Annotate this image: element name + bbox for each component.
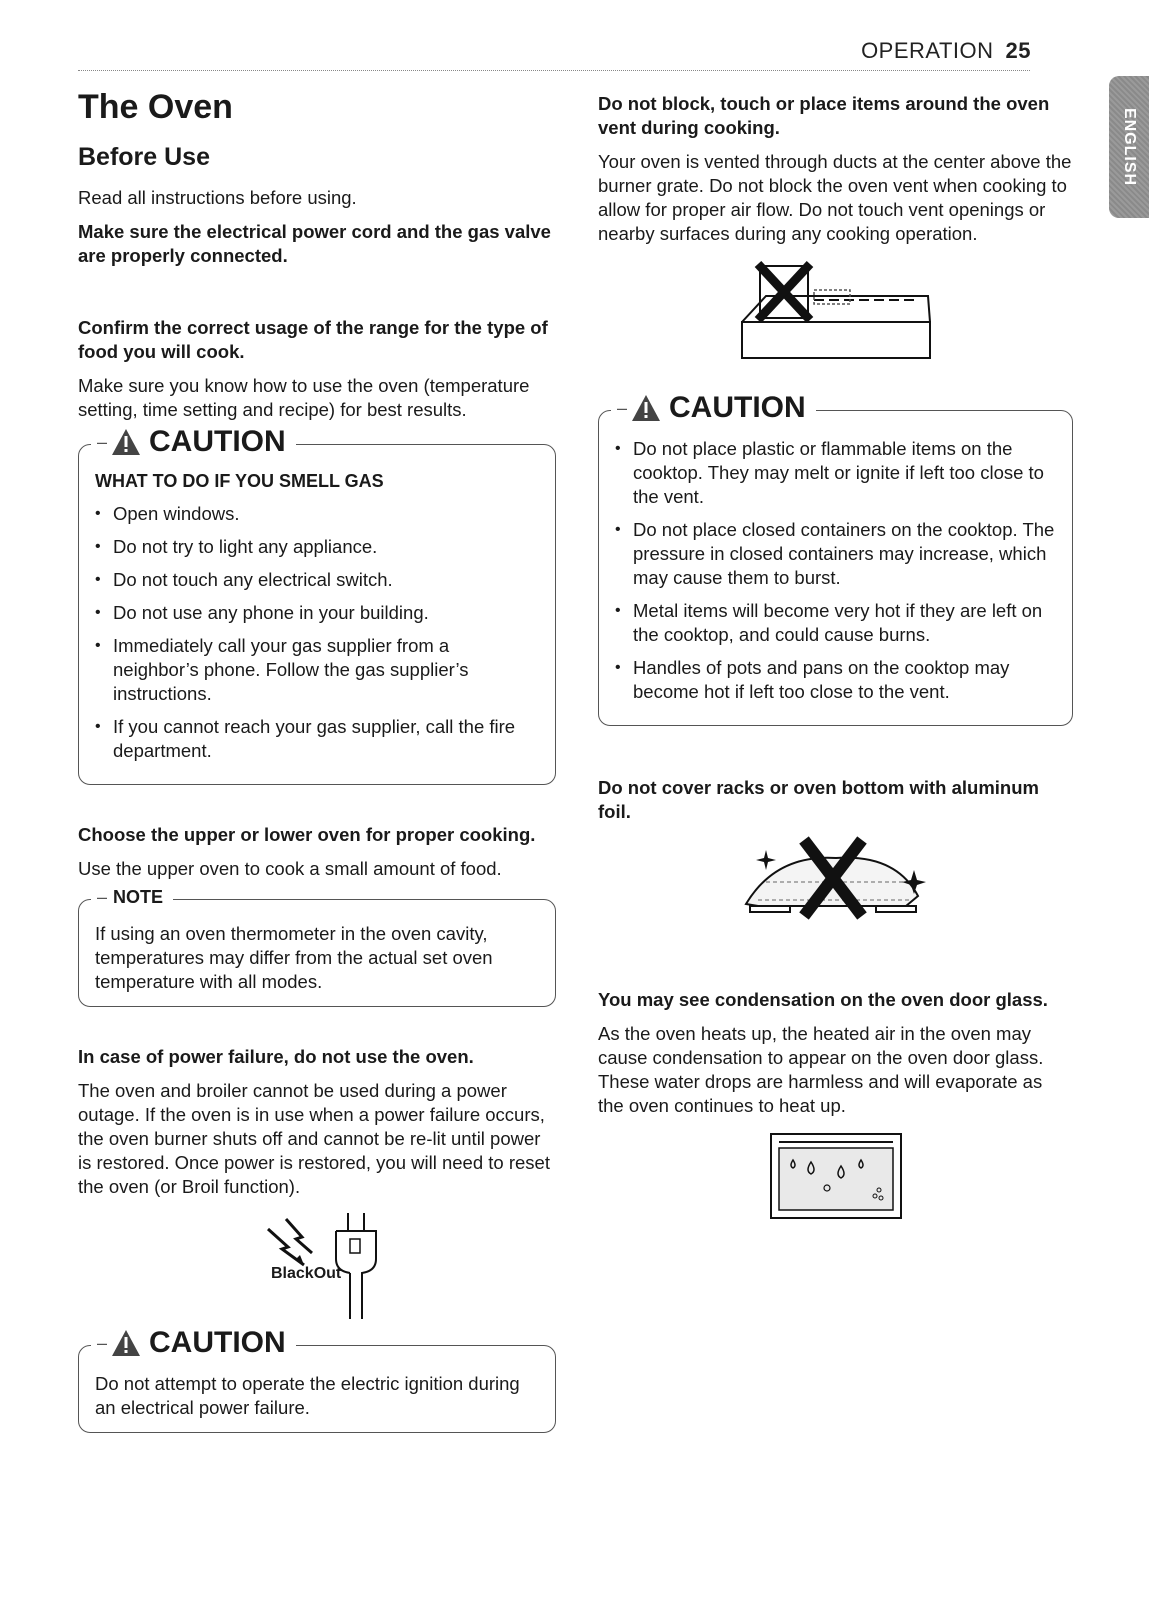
- vent-block-figure: [736, 260, 936, 362]
- blackout-label: BlackOut: [271, 1265, 342, 1282]
- vent-text: Your oven is vented through ducts at the center above the burner grate. Do not block the oven vent when cooking to allow for proper air flow. Do not touch vent openings or nearby surfaces during any cooking operation.: [598, 151, 1072, 244]
- note-text: If using an oven thermometer in the oven cavity, temperatures may differ from the actual set oven temperature with all modes.: [95, 923, 493, 992]
- foil-rack-figure: [736, 834, 936, 924]
- cooktop-caution-list: [615, 437, 1056, 704]
- oven-choice-heading: Choose the upper or lower oven for proper cooking.: [78, 824, 536, 845]
- list-item: • Immediately call your gas supplier from a neighbor’s phone. Follow the gas supplier’s instructions.: [95, 634, 539, 706]
- note-legend: – NOTE: [91, 887, 173, 908]
- oven-door-condensation-figure: [769, 1132, 903, 1220]
- list-item: • If you cannot reach your gas supplier, call the fire department.: [95, 715, 539, 763]
- list-item: • Do not touch any electrical switch.: [95, 568, 539, 592]
- caution-legend: – CAUTION: [91, 425, 296, 459]
- usage-heading: Confirm the correct usage of the range for the type of food you will cook.: [78, 317, 548, 362]
- warning-triangle-icon: [631, 394, 661, 422]
- power-failure-heading: In case of power failure, do not use the oven.: [78, 1046, 474, 1067]
- list-item: • Do not place closed containers on the cooktop. The pressure in closed containers may increase, which may cause them to burst.: [615, 518, 1056, 590]
- warning-triangle-icon: [111, 1329, 141, 1357]
- list-item: • Do not try to light any appliance.: [95, 535, 539, 559]
- list-item: • Do not place plastic or flammable items on the cooktop. They may melt or ignite if left too close to the vent.: [615, 437, 1056, 509]
- note-label: NOTE: [113, 887, 164, 907]
- vent-heading: Do not block, touch or place items around the oven vent during cooking.: [598, 93, 1050, 138]
- usage-text: Make sure you know how to use the oven (temperature setting, time setting and recipe) for best results.: [78, 375, 530, 420]
- section-subtitle: Before Use: [78, 143, 210, 171]
- caution-box-cooktop: [598, 391, 1073, 726]
- caution-label: CAUTION: [669, 391, 806, 424]
- list-item: • Metal items will become very hot if they are left on the cooktop, and could cause burns.: [615, 599, 1056, 647]
- caution-legend: – CAUTION: [91, 1326, 296, 1360]
- caution-box-ignition: [78, 1326, 556, 1433]
- list-item: • Do not use any phone in your building.: [95, 601, 539, 625]
- note-box: [78, 887, 556, 1007]
- caution-box-gas: [78, 425, 556, 785]
- condensation-heading: You may see condensation on the oven door glass.: [598, 989, 1048, 1010]
- gas-smell-list: [95, 502, 539, 763]
- page-number: 25: [1005, 38, 1031, 63]
- ignition-warning-text: Do not attempt to operate the electric ignition during an electrical power failure.: [95, 1373, 520, 1418]
- condensation-text: As the oven heats up, the heated air in the oven may cause condensation to appear on the oven door glass. These water drops are harmless and will evaporate as the oven continues to heat up.: [598, 1023, 1044, 1116]
- header-divider: [78, 70, 1030, 71]
- caution-label: CAUTION: [149, 1326, 286, 1359]
- right-column: [598, 92, 1073, 1220]
- caution-legend: – CAUTION: [611, 391, 816, 425]
- section-title: OPERATION: [861, 38, 994, 63]
- gas-smell-heading: WHAT TO DO IF YOU SMELL GAS: [95, 471, 384, 491]
- power-failure-text: The oven and broiler cannot be used during a power outage. If the oven is in use when a power failure occurs, the oven burner shuts off and cannot be re-lit until power is restored. Once power is restored, you will need to reset the oven (or Broil function).: [78, 1080, 550, 1197]
- intro-text: Read all instructions before using.: [78, 187, 357, 208]
- power-cord-heading: Make sure the electrical power cord and the gas valve are properly connected.: [78, 221, 551, 266]
- caution-label: CAUTION: [149, 425, 286, 458]
- oven-choice-text: Use the upper oven to cook a small amount of food.: [78, 858, 502, 879]
- language-tab-label: ENGLISH: [1121, 107, 1138, 187]
- page-title: The Oven: [78, 88, 233, 126]
- page-header: [861, 38, 1031, 64]
- list-item: • Open windows.: [95, 502, 539, 526]
- list-item: • Handles of pots and pans on the cooktop may become hot if left too close to the vent.: [615, 656, 1056, 704]
- left-column: [78, 88, 556, 1433]
- foil-heading: Do not cover racks or oven bottom with aluminum foil.: [598, 777, 1039, 822]
- warning-triangle-icon: [111, 428, 141, 456]
- language-tab[interactable]: [1109, 76, 1149, 218]
- blackout-figure: [78, 1209, 556, 1327]
